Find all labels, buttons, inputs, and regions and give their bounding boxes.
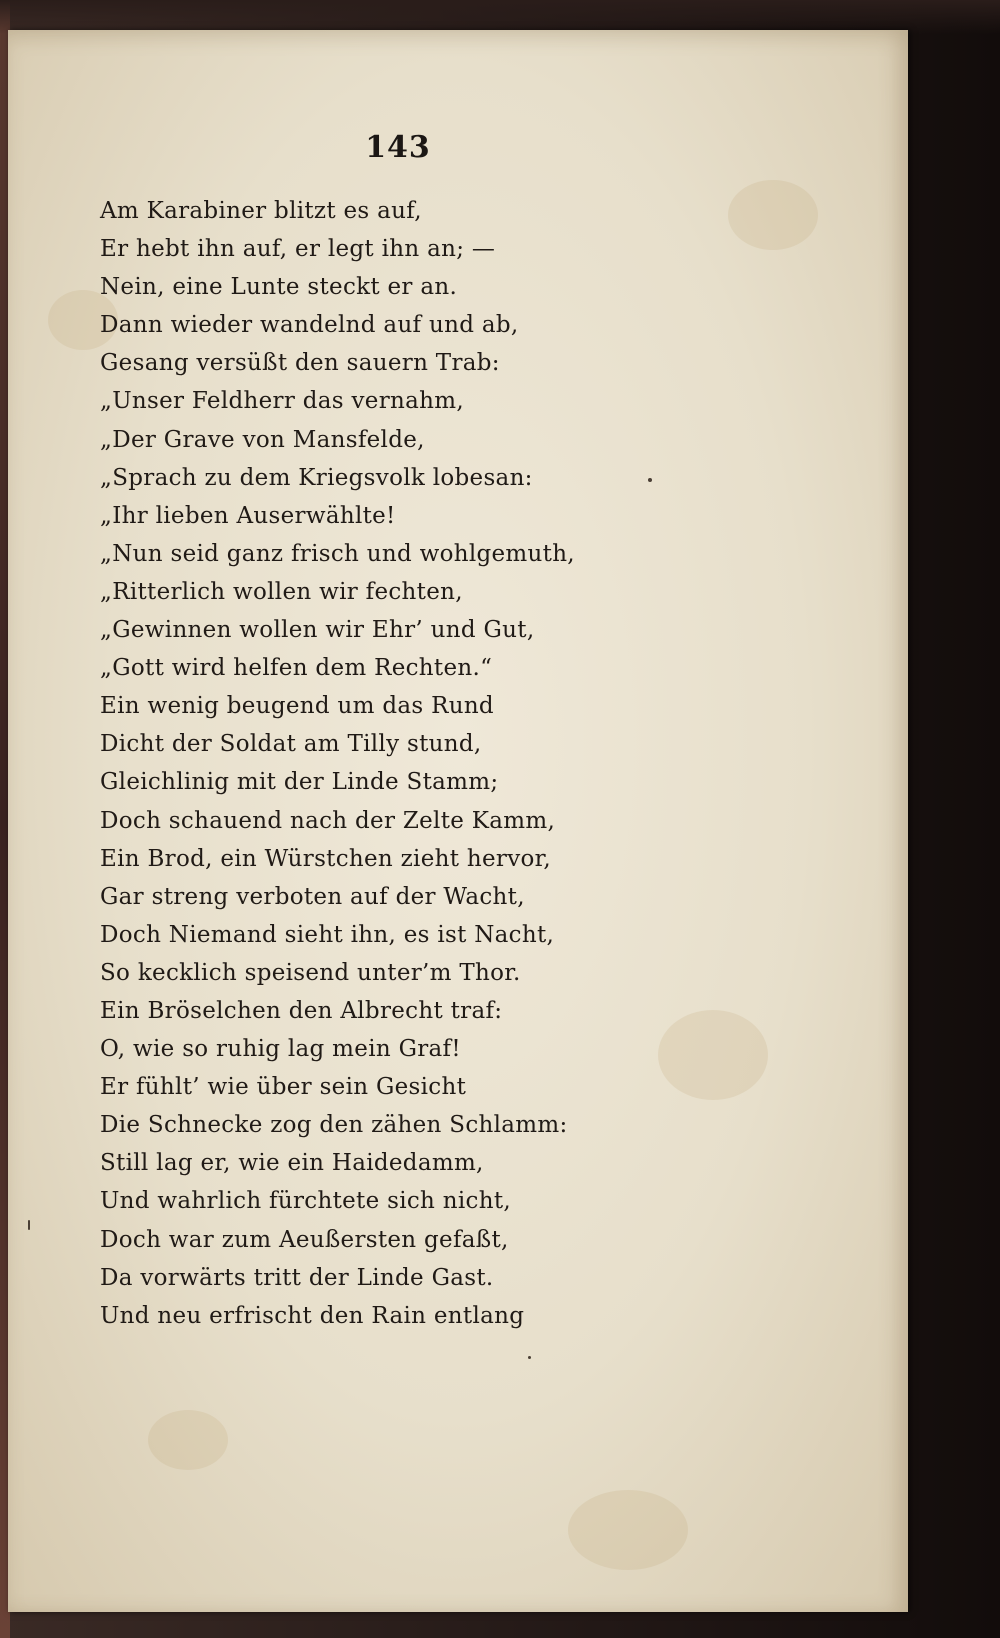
book-page xyxy=(8,30,908,1612)
foxing-stain xyxy=(568,1490,688,1570)
poem-line: Gleichlinig mit der Linde Stamm; xyxy=(100,769,499,796)
poem-line: Doch war zum Aeußersten gefaßt, xyxy=(100,1226,509,1253)
top-shadow xyxy=(0,0,1000,34)
poem-line: Still lag er, wie ein Haidedamm, xyxy=(100,1150,484,1177)
poem-line: Doch Niemand sieht ihn, es ist Nacht, xyxy=(100,921,555,948)
foxing-stain xyxy=(728,180,818,250)
poem-line: „Gott wird helfen dem Rechten.“ xyxy=(100,655,493,682)
poem-line: Doch schauend nach der Zelte Kamm, xyxy=(100,807,556,834)
poem-line: Dann wieder wandelnd auf und ab, xyxy=(100,312,519,339)
poem-line: Die Schnecke zog den zähen Schlamm: xyxy=(100,1112,568,1139)
poem-line: Ein wenig beugend um das Rund xyxy=(100,693,494,720)
poem-line: Ein Bröselchen den Albrecht traf: xyxy=(100,997,503,1024)
poem-line: „Gewinnen wollen wir Ehr’ und Gut, xyxy=(100,617,535,644)
poem-line: „Sprach zu dem Kriegsvolk lobesan: xyxy=(100,464,533,491)
poem-line: Am Karabiner blitzt es auf, xyxy=(100,198,422,224)
poem-line: Ein Brod, ein Würstchen zieht hervor, xyxy=(100,845,552,872)
poem-line: Und wahrlich fürchtete sich nicht, xyxy=(100,1188,511,1215)
poem-line: „Nun seid ganz frisch und wohlgemuth, xyxy=(100,540,575,567)
poem-line: Und neu erfrischt den Rain entlang xyxy=(100,1302,525,1329)
poem-line: Er hebt ihn auf, er legt ihn an; — xyxy=(100,236,496,263)
poem-line: „Der Grave von Mansfelde, xyxy=(100,426,425,453)
poem-line: Gesang versüßt den sauern Trab: xyxy=(100,350,500,377)
foxing-stain xyxy=(148,1410,228,1470)
poem-line: „Ihr lieben Auserwählte! xyxy=(100,502,396,529)
ink-speck xyxy=(648,478,652,482)
poem-text xyxy=(100,192,575,1335)
poem-line: Nein, eine Lunte steckt er an. xyxy=(100,274,458,301)
ink-speck xyxy=(528,1356,531,1359)
poem-line: „Unser Feldherr das vernahm, xyxy=(100,388,464,415)
poem-line: Er fühlt’ wie über sein Gesicht xyxy=(100,1074,467,1101)
poem-line: Gar streng verboten auf der Wacht, xyxy=(100,883,525,910)
poem-line: So kecklich speisend unter’m Thor. xyxy=(100,959,521,986)
poem-line: Dicht der Soldat am Tilly stund, xyxy=(100,731,482,758)
poem-line: Da vorwärts tritt der Linde Gast. xyxy=(100,1264,494,1291)
foxing-stain xyxy=(658,1010,768,1100)
page-number: 143 xyxy=(365,130,431,165)
ink-speck xyxy=(28,1220,30,1230)
poem-line: „Ritterlich wollen wir fechten, xyxy=(100,578,463,605)
poem-line: O, wie so ruhig lag mein Graf! xyxy=(100,1036,461,1063)
